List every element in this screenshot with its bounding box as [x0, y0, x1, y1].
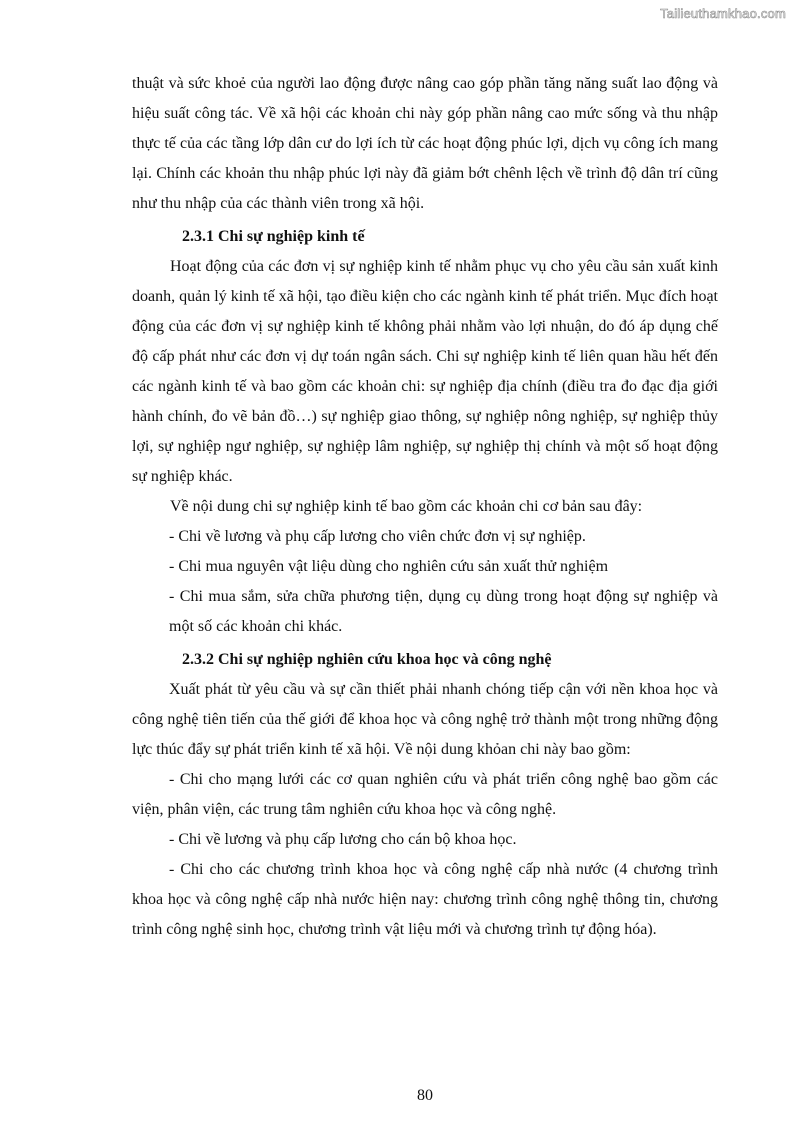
list-item: - Chi cho mạng lưới các cơ quan nghiên cứu và phát triển công nghệ bao gồm các viện, phân viện, các trung tâm nghiên cứu khoa học và công nghệ. — [132, 771, 718, 818]
section-1-lead: Về nội dung chi sự nghiệp kinh tế bao gồm các khoản chi cơ bản sau đây: — [170, 498, 643, 515]
list-item: - Chi mua nguyên vật liệu dùng cho nghiên cứu sản xuất thử nghiệm — [169, 558, 609, 575]
list-item: - Chi về lương và phụ cấp lương cho viên chức đơn vị sự nghiệp. — [169, 528, 586, 545]
list-item: - Chi mua sắm, sửa chữa phương tiện, dụng cụ dùng trong hoạt động sự nghiệp và một số các khoản chi khác. — [169, 588, 718, 635]
section-1-paragraph: Hoạt động của các đơn vị sự nghiệp kinh tế nhằm phục vụ cho yêu cầu sản xuất kinh doanh, quản lý kinh tế xã hội, tạo điều kiện cho các ngành kinh tế phát triển. Mục đích hoạt động của các đơn vị sự nghiệp kinh tế không phải nhằm vào lợi nhuận, do đó áp dụng chế độ cấp phát như các đơn vị dự toán ngân sách. Chi sự nghiệp kinh tế liên quan hầu hết đến các ngành kinh tế và bao gồm các khoản chi: sự nghiệp địa chính (điều tra đo đạc địa giới hành chính, đo vẽ bản đồ…) sự nghiệp giao thông, sự nghiệp nông nghiệp, sự nghiệp thủy lợi, sự nghiệp ngư nghiệp, sự nghiệp lâm nghiệp, sự nghiệp thị chính và một số hoạt động sự nghiệp khác. — [132, 258, 718, 485]
intro-paragraph: thuật và sức khoẻ của người lao động được nâng cao góp phần tăng năng suất lao động và hiệu suất công tác. Về xã hội các khoản chi này góp phần nâng cao mức sống và thu nhập thực tế của các tầng lớp dân cư do lợi ích từ các hoạt động phúc lợi, dịch vụ công ích mang lại. Chính các khoản thu nhập phúc lợi này đã giảm bớt chênh lệch về trình độ dân trí cũng như thu nhập của các thành viên trong xã hội. — [132, 75, 718, 212]
section-2-paragraph: Xuất phát từ yêu cầu và sự cần thiết phải nhanh chóng tiếp cận với nền khoa học và công nghệ tiên tiến của thế giới để khoa học và công nghệ trở thành một trong những động lực thúc đẩy sự phát triển kinh tế xã hội. Về nội dung khỏan chi này bao gồm: — [132, 681, 718, 758]
list-item: - Chi cho các chương trình khoa học và công nghệ cấp nhà nước (4 chương trình khoa học và công nghệ cấp nhà nước hiện nay: chương trình công nghệ thông tin, chương trình công nghệ sinh học, chương trình vật liệu mới và chương trình tự động hóa). — [132, 861, 718, 938]
page-number: 80 — [417, 1087, 433, 1104]
page-content — [132, 69, 718, 945]
watermark: Tailieuthamkhao.com — [660, 6, 786, 21]
section-heading-2-3-2: 2.3.2 Chi sự nghiệp nghiên cứu khoa học và công nghệ — [182, 651, 552, 668]
list-item: - Chi về lương và phụ cấp lương cho cán bộ khoa học. — [169, 831, 517, 848]
section-heading-2-3-1: 2.3.1 Chi sự nghiệp kinh tế — [182, 228, 365, 245]
